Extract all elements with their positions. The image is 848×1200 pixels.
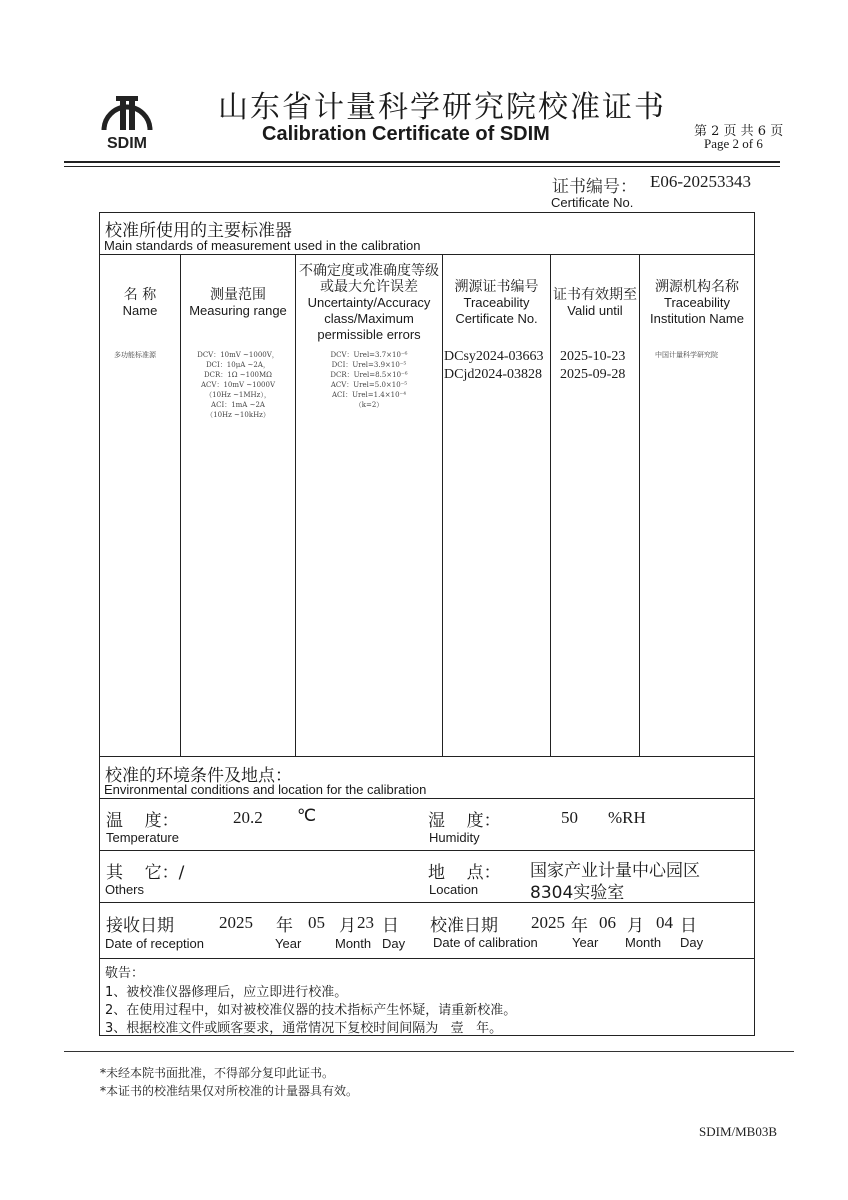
reception-month: 05 — [308, 913, 325, 932]
reception-year: 2025 — [219, 913, 253, 932]
range-line: DCV：10mV ~1000V， — [197, 351, 279, 359]
environment-title-cn: 校准的环境条件及地点： — [105, 766, 292, 786]
range-line: （10Hz ~1MHz）， — [205, 391, 271, 399]
calibration-day: 04 — [656, 913, 673, 932]
reception-day-cn: 日 — [382, 916, 399, 936]
uncertainty-line: DCI：Urel=3.9×10⁻⁵ — [331, 361, 407, 369]
calibration-month-cn: 月 — [627, 916, 644, 936]
range-line: DCI：10μA ~2A， — [206, 361, 270, 369]
page-indicator-en: Page 2 of 6 — [704, 136, 763, 151]
temperature-unit: ℃ — [297, 806, 317, 825]
traceability-cert-cell — [444, 348, 544, 384]
uncertainty-line: DCV：Urel=3.7×10⁻⁶ — [330, 351, 408, 359]
col-en: Name — [122, 303, 158, 318]
column-header-traceability-cert — [443, 256, 550, 350]
calibration-month-en: Month — [625, 935, 662, 950]
col-en: Uncertainty/Accuracy class/Maximum permissible errors — [307, 295, 431, 342]
reception-year-cn: 年 — [276, 916, 293, 936]
others-label-cn: 其 它：/ — [106, 863, 185, 883]
col-en: Traceability Institution Name — [650, 295, 744, 326]
notice-item: 1、被校准仪器修理后，应立即进行校准。 — [105, 985, 348, 1000]
footer-note-2: *本证书的校准结果仅对所校准的计量器具有效。 — [100, 1084, 359, 1098]
certificate-title-en: Calibration Certificate of SDIM — [262, 123, 550, 145]
standards-title-en: Main standards of measurement used in the calibration — [104, 238, 421, 253]
standards-title-cn: 校准所使用的主要标准器 — [105, 221, 292, 241]
humidity-label-en: Humidity — [429, 830, 480, 845]
uncertainty-line: （k=2） — [354, 401, 384, 409]
others-label-en: Others — [105, 882, 145, 897]
col-rule — [550, 254, 551, 756]
calibration-year: 2025 — [531, 913, 565, 932]
uncertainty-line: ACI：Urel=1.4×10⁻⁴ — [331, 391, 407, 399]
col-cn: 溯源机构名称 — [655, 279, 739, 295]
valid-date: 2025-09-28 — [560, 367, 626, 382]
footer-note-1: *未经本院书面批准，不得部分复印此证书。 — [100, 1066, 335, 1080]
range-line: ACV：10mV ~1000V — [200, 381, 276, 389]
header-rule-thin — [64, 166, 780, 167]
col-en: Traceability Certificate No. — [455, 295, 538, 326]
col-en: Measuring range — [189, 303, 287, 318]
temperature-label-cn: 温 度： — [106, 811, 179, 831]
humidity-label-cn: 湿 度： — [428, 811, 501, 831]
column-header-uncertainty — [299, 256, 439, 350]
reception-day: 23 — [357, 913, 374, 932]
location-line2: 8304实验室 — [530, 883, 625, 903]
notice-item: 3、根据校准文件或顾客要求，通常情况下复校时间间隔为 壹 年。 — [105, 1021, 503, 1036]
rule — [99, 798, 755, 799]
calibration-date-label-en: Date of calibration — [433, 935, 538, 950]
rule — [99, 756, 755, 757]
col-cn: 不确定度或准确度等级或最大允许误差 — [299, 263, 439, 295]
certificate-number-label-cn: 证书编号： — [552, 177, 637, 197]
uncertainty-line: DCR：Urel=8.5×10⁻⁶ — [330, 371, 408, 379]
reception-year-en: Year — [275, 936, 302, 951]
uncertainty-line: ACV：Urel=5.0×10⁻⁵ — [330, 381, 408, 389]
location-label-en: Location — [429, 882, 479, 897]
rule — [99, 902, 755, 903]
temperature-label-en: Temperature — [106, 830, 179, 845]
standard-name: 多功能标准源 — [114, 351, 156, 359]
reception-month-cn: 月 — [339, 916, 356, 936]
sdim-logo — [96, 88, 158, 150]
humidity-value: 50 — [561, 808, 578, 827]
calibration-date-label-cn: 校准日期 — [430, 916, 498, 936]
reception-day-en: Day — [382, 936, 406, 951]
footer-rule — [64, 1051, 794, 1052]
institution-name: 中国计量科学研究院 — [655, 351, 718, 359]
valid-date: 2025-10-23 — [560, 349, 626, 364]
reception-date-label-cn: 接收日期 — [106, 916, 174, 936]
col-cn: 溯源证书编号 — [454, 279, 539, 295]
calibration-day-cn: 日 — [680, 916, 697, 936]
rule — [99, 850, 755, 851]
calibration-year-cn: 年 — [571, 916, 588, 936]
rule — [99, 254, 755, 255]
measuring-range-cell — [181, 350, 295, 420]
form-code: SDIM/MB03B — [699, 1124, 778, 1139]
col-cn: 证书有效期至 — [553, 287, 637, 303]
col-cn: 名 称 — [123, 287, 157, 303]
page-indicator-cn: 第 2 页 共 6 页 — [694, 124, 784, 139]
certificate-number: E06-20253343 — [650, 172, 752, 191]
column-header-valid-until — [553, 256, 637, 350]
header-rule-thick — [64, 161, 780, 163]
environment-title-en: Environmental conditions and location for the calibration — [104, 782, 427, 797]
range-line: DCR：1Ω ~100MΩ — [204, 371, 272, 379]
calibration-month: 06 — [599, 913, 616, 932]
notice-title: 敬告： — [105, 966, 145, 981]
col-rule — [639, 254, 640, 756]
humidity-unit: %RH — [608, 808, 646, 827]
col-rule — [295, 254, 296, 756]
trace-cert-no: DCjd2024-03828 — [444, 367, 542, 382]
calibration-year-en: Year — [572, 935, 599, 950]
location-label-cn: 地 点： — [428, 863, 501, 883]
temperature-value: 20.2 — [233, 808, 263, 827]
reception-date-label-en: Date of reception — [105, 936, 205, 951]
trace-cert-no: DCsy2024-03663 — [444, 349, 544, 364]
certificate-title-cn: 山东省计量科学研究院校准证书 — [218, 90, 666, 125]
certificate-number-label-en: Certificate No. — [551, 195, 634, 210]
rule — [99, 958, 755, 959]
location-line1: 国家产业计量中心园区 — [530, 861, 700, 881]
uncertainty-cell — [296, 350, 442, 410]
range-line: ACI：1mA ~2A — [211, 401, 265, 409]
reception-month-en: Month — [335, 936, 372, 951]
column-header-range — [181, 256, 295, 350]
col-en: Valid until — [567, 303, 623, 318]
svg-text:SDIM: SDIM — [107, 135, 147, 150]
col-cn: 测量范围 — [210, 287, 266, 303]
notice-item: 2、在使用过程中，如对被校准仪器的技术指标产生怀疑，请重新校准。 — [105, 1003, 517, 1018]
valid-until-cell — [560, 348, 625, 384]
column-header-institution — [642, 256, 752, 350]
range-line: （10Hz ~10kHz） — [206, 411, 270, 419]
column-header-name — [100, 256, 180, 350]
calibration-day-en: Day — [680, 935, 704, 950]
